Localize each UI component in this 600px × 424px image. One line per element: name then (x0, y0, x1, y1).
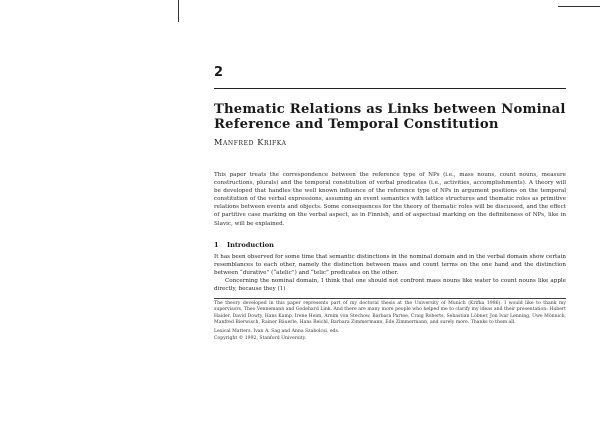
biblio-line-1: Lexical Matters. Ivan A. Sag and Anna Szabolcsi, eds. (214, 329, 340, 335)
paper-page (214, 66, 566, 342)
biblio-line-2: Copyright © 1992, Stanford University. (214, 335, 307, 341)
footnote-rule (214, 298, 566, 299)
chapter-rule (214, 88, 566, 89)
bibliographic-info (214, 329, 566, 341)
section-heading (214, 241, 566, 250)
section-number: 1 (214, 240, 219, 249)
body-paragraph-2: Concerning the nominal domain, I think that one should not confront mass nouns like water to count nouns like apple directly, because they (1) (214, 277, 566, 293)
section-title: Introduction (227, 240, 274, 249)
crop-mark-horizontal (558, 6, 600, 7)
abstract: This paper treats the correspondence between the reference type of NPs (i.e., mass nouns, count nouns, measure constructions, plurals) and the temporal constitution of verbal predicates (i.e., activities, accomplishments). A theory will be developed that handles the well known influence of the reference type of NPs in argument positions on the temporal constitution of the verbal expressions, assuming an event semantics with lattice structures and thematic roles as primitive relations between events and objects. Some consequences for the theory of thematic roles will be discussed, and the effect of partitive case marking on the verbal aspect, as in Finnish, and of aspectual marking on the definiteness of NPs, like in Slavic, will be explained. (214, 172, 566, 227)
body-text (214, 253, 566, 293)
author-name: Manfred Krifka (214, 137, 287, 147)
crop-mark-vertical (178, 0, 179, 22)
chapter-title: Thematic Relations as Links between Nominal Reference and Temporal Constitution (214, 102, 566, 132)
body-paragraph-1: It has been observed for some time that semantic distinctions in the nominal domain and in the verbal domain show certain resemblances to each other, namely the distinction between mass and count terms on the one hand and the distinction between “durative” (“atelic”) and “telic” predicates on the other. (214, 253, 566, 276)
chapter-number: 2 (214, 65, 224, 80)
footnote: The theory developed in this paper represents part of my doctoral thesis at the University of Munich (Krifka 1986). I would like to thank my supervisors, Theo Vennemann and Godehard Link. And there are many more people who helped me to clarify my ideas and their presentation: Hubert Haider, David Dowty, Hans Kamp, Irene Heim, Arnim von Stechow, Barbara Partee, Craig Roberts, Sebastian Löbner, Jon Ivar Lønning, Uwe Mönnich, Manfred Bierwisch, Rainer Bäuerle, Hans Reichl, Barbara Zimmermann, Ede Zimmermann, and surely more. Thanks to them all. (214, 301, 566, 326)
